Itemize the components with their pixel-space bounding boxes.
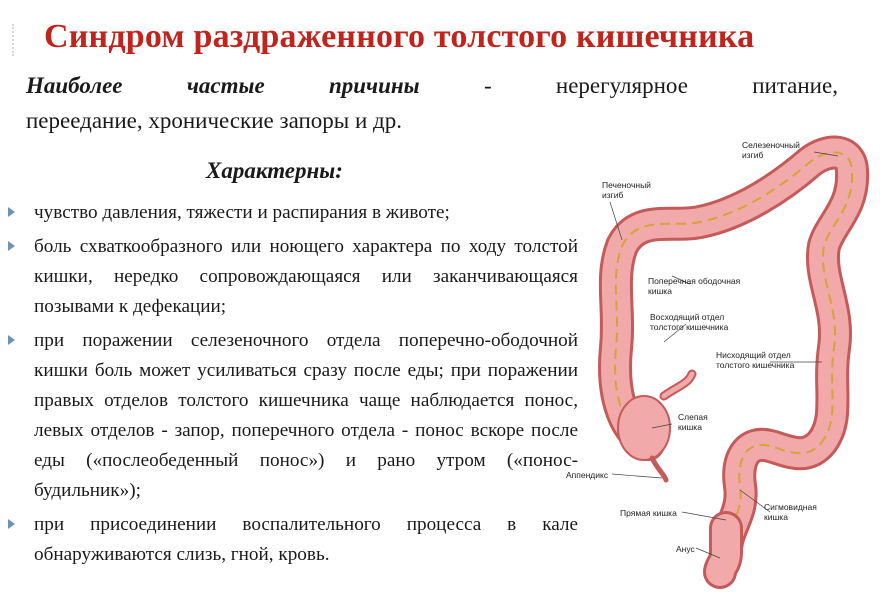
intro-emphasis-word: причины	[328, 73, 420, 98]
list-item-text: при поражении селезеночного отдела поперечно-ободочной кишки боль может усиливаться сразу после еды; при поражении правых отделов толстого кишечника чаще наблюдается понос, левых отделов - запор, поперечного отдела - понос вскоре после еды («послеобеденный понос») и рано утром («понос-будильник»);	[34, 330, 578, 501]
label-transverse-colon: Поперечная ободочная кишка	[648, 276, 741, 296]
list-item-text: боль схваткообразного или ноющего характера по ходу толстой кишки, нередко сопровождающаяся или заканчивающаяся позывами к дефекации;	[34, 236, 578, 317]
label-ascending-colon: Восходящий отдел толстого кишечника	[650, 312, 729, 332]
symptoms-list	[8, 198, 578, 574]
list-item-text: при присоединении воспалительного процесса в кале обнаруживаются слизь, гной, кровь.	[34, 514, 578, 565]
symptoms-heading: Характерны:	[206, 158, 343, 183]
intro-line-1	[26, 68, 838, 103]
label-descending-colon: Нисходящий отдел толстого кишечника	[716, 350, 795, 370]
bullet-arrow-icon	[8, 207, 15, 217]
intro-emphasis-word: частые	[186, 73, 265, 98]
leader-line	[612, 474, 662, 478]
bullet-arrow-icon	[8, 519, 15, 529]
intro-line-2: переедание, хронические запоры и др.	[26, 108, 402, 133]
appendix-shape	[652, 458, 666, 480]
label-cecum: Слепая кишка	[678, 412, 708, 432]
colon-anatomy-diagram	[560, 128, 878, 606]
label-splenic-flexure: Селезеночный изгиб	[742, 140, 800, 160]
list-item	[8, 232, 578, 322]
list-item-text: чувство давления, тяжести и распирания в животе;	[34, 202, 450, 223]
bullet-arrow-icon	[8, 335, 15, 345]
list-item	[8, 198, 578, 228]
label-appendix: Аппендикс	[566, 470, 609, 480]
rectum-inner	[720, 528, 726, 572]
page-title: Синдром раздраженного толстого кишечника	[44, 18, 755, 55]
label-anus: Анус	[676, 544, 695, 554]
title-decoration	[12, 24, 24, 56]
intro-dash: -	[483, 73, 492, 98]
cecum-pouch	[618, 396, 670, 460]
intro-emphasis-word: Наиболее	[26, 73, 123, 98]
list-item	[8, 510, 578, 570]
list-item	[8, 326, 578, 506]
bullet-arrow-icon	[8, 241, 15, 251]
intro-word: нерегулярное	[555, 73, 688, 98]
label-hepatic-flexure: Печеночный изгиб	[602, 180, 651, 200]
label-sigmoid-colon: Сигмовидная кишка	[764, 502, 817, 522]
intro-word: питание,	[752, 73, 838, 98]
label-rectum: Прямая кишка	[620, 508, 677, 518]
